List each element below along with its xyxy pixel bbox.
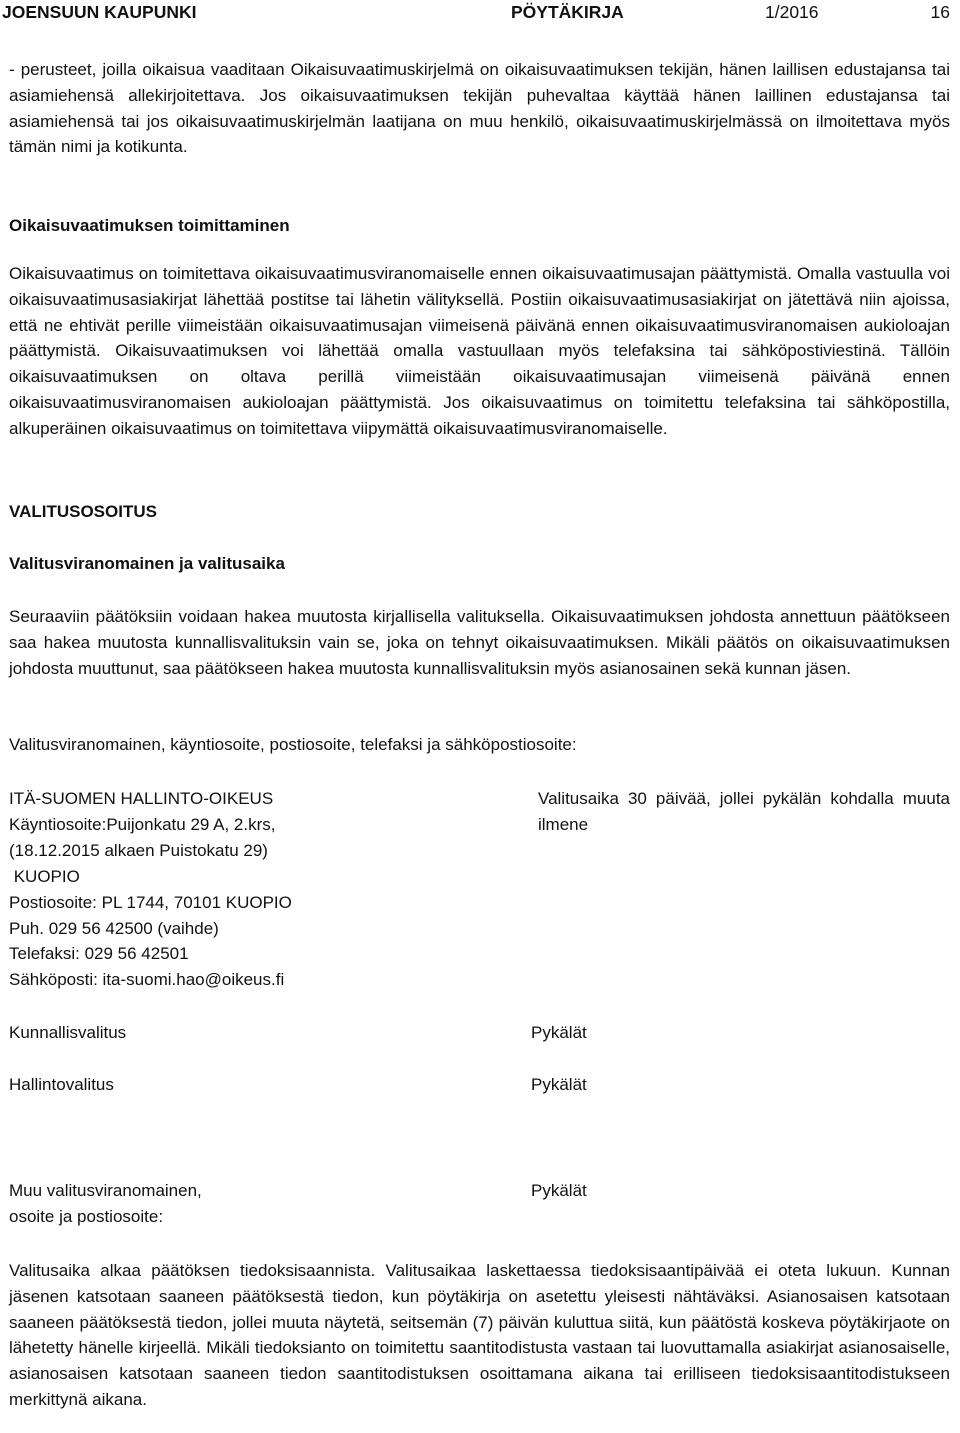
other-authority-label-2: osoite ja postiosoite: [9, 1207, 164, 1226]
page-number: 16 [930, 2, 950, 22]
submission-paragraph: Oikaisuvaatimus on toimitettava oikaisuvaatimusviranomaiselle ennen oikaisuvaatimusajan päättymistä. Omalla vastuulla voi oikaisuvaatimusasiakirjat lähettää postitse tai lähetin välityksellä. Postiin oikaisuvaatimusasiakirjat on jätettävä niin ajoissa, että ne ehtivät perille viimeistään oikaisuvaatimusajan viimeisenä päivänä ennen oikaisuvaatimusviranomaisen aukioloajan päättymistä. Oikaisuvaatimuksen voi lähettää omalla vastuullaan myös telefaksina tai sähköpostiviestinä. Tällöin oikaisuvaatimuksen on oltava perillä viimeistään oikaisuvaatimusajan viimeisenä päivänä ennen oikaisuvaatimusviranomaisen aukioloajan päättymistä. Jos oikaisuvaatimus on toimitettu telefaksina tai sähköpostilla, alkuperäinen oikaisuvaatimus on toimitettava viipymättä oikaisuvaatimusviranomaiselle. [9, 264, 950, 438]
address-line: Postiosoite: PL 1744, 70101 KUOPIO [9, 892, 292, 912]
address-line: ITÄ-SUOMEN HALLINTO-OIKEUS [9, 789, 274, 808]
municipal-appeal-sections: Pykälät [531, 1023, 587, 1042]
appeal-main-heading: VALITUSOSOITUS [9, 502, 157, 521]
intro-section [9, 57, 950, 160]
document-number: 1/2016 [765, 2, 819, 22]
administrative-appeal-sections: Pykälät [531, 1075, 587, 1094]
other-authority-label-1: Muu valitusviranomainen, [9, 1181, 202, 1200]
appeal-sub-heading: Valitusviranomainen ja valitusaika [9, 554, 285, 573]
municipal-appeal-label: Kunnallisvalitus [9, 1023, 127, 1042]
address-line: (18.12.2015 alkaen Puistokatu 29) [9, 840, 268, 860]
administrative-appeal-label: Hallintovalitus [9, 1075, 114, 1094]
appeal-period-paragraph: Valitusaika alkaa päätöksen tiedoksisaannista. Valitusaikaa laskettaessa tiedoksisaantipäivää ei oteta lukuun. Kunnan jäsenen katsotaan saaneen päätöksestä tiedon, kun pöytäkirja on asetettu yleisesti nähtäväksi. Asianosaisen katsotaan saaneen päätöksestä tiedon, jollei muuta näytetä, seitsemän (7) päivän kuluttua siitä, kun päätöstä koskeva pöytäkirjaote on lähetetty hänelle kirjeellä. Mikäli tiedoksianto on toimitettu saantitodistusta vastaan tai luovuttamalla asiakirjat asianosaiselle, asianosaisen katsotaan saaneen tiedon saantitodistuksen osoittamana aikana tai erilliseen tiedoksisaantitodistukseen merkittynä aikana. [9, 1261, 950, 1409]
page-header [2, 2, 950, 28]
authority-label: Valitusviranomainen, käyntiosoite, postiosoite, telefaksi ja sähköpostiosoite: [9, 735, 577, 754]
address-line: Käyntiosoite:Puijonkatu 29 A, 2.krs, [9, 814, 276, 834]
submission-section [9, 261, 950, 442]
address-line: Sähköposti: ita-suomi.hao@oikeus.fi [9, 970, 285, 990]
appeal-period-section [9, 1258, 950, 1413]
intro-paragraph: - perusteet, joilla oikaisua vaaditaan Oikaisuvaatimuskirjelmä on oikaisuvaatimuksen tekijän, hänen laillisen edustajansa tai asiamiehensä allekirjoitettava. Jos oikaisuvaatimuksen tekijän puhevaltaa käyttää hänen laillinen edustajansa tai asiamiehensä tai jos oikaisuvaatimuskirjelmän laatijana on muu henkilö, oikaisuvaatimuskirjelmässä on ilmoitettava myös tämän nimi ja kotikunta. [9, 60, 950, 157]
deadline-note: Valitusaika 30 päivää, jollei pykälän kohdalla muuta ilmene [538, 789, 950, 834]
authority-address [9, 786, 449, 993]
organization-name: JOENSUUN KAUPUNKI [2, 2, 197, 22]
address-line: Telefaksi: 029 56 42501 [9, 944, 189, 964]
deadline-note-box [538, 786, 950, 838]
document-type: PÖYTÄKIRJA [511, 2, 624, 22]
appeal-section [9, 604, 950, 681]
submission-heading: Oikaisuvaatimuksen toimittaminen [9, 216, 290, 235]
appeal-paragraph: Seuraaviin päätöksiin voidaan hakea muutosta kirjallisella valituksella. Oikaisuvaatimuksen johdosta annettuun päätökseen saa hakea muutosta kunnallisvalituksin vain se, joka on tehnyt oikaisuvaatimuksen. Mikäli päätös on oikaisuvaatimuksen johdosta muuttunut, saa päätökseen hakea muutosta kunnallisvalituksin myös asianosainen sekä kunnan jäsen. [9, 607, 950, 678]
address-line: Puh. 029 56 42500 (vaihde) [9, 918, 219, 938]
address-line: KUOPIO [9, 866, 80, 886]
other-authority-sections: Pykälät [531, 1181, 587, 1200]
